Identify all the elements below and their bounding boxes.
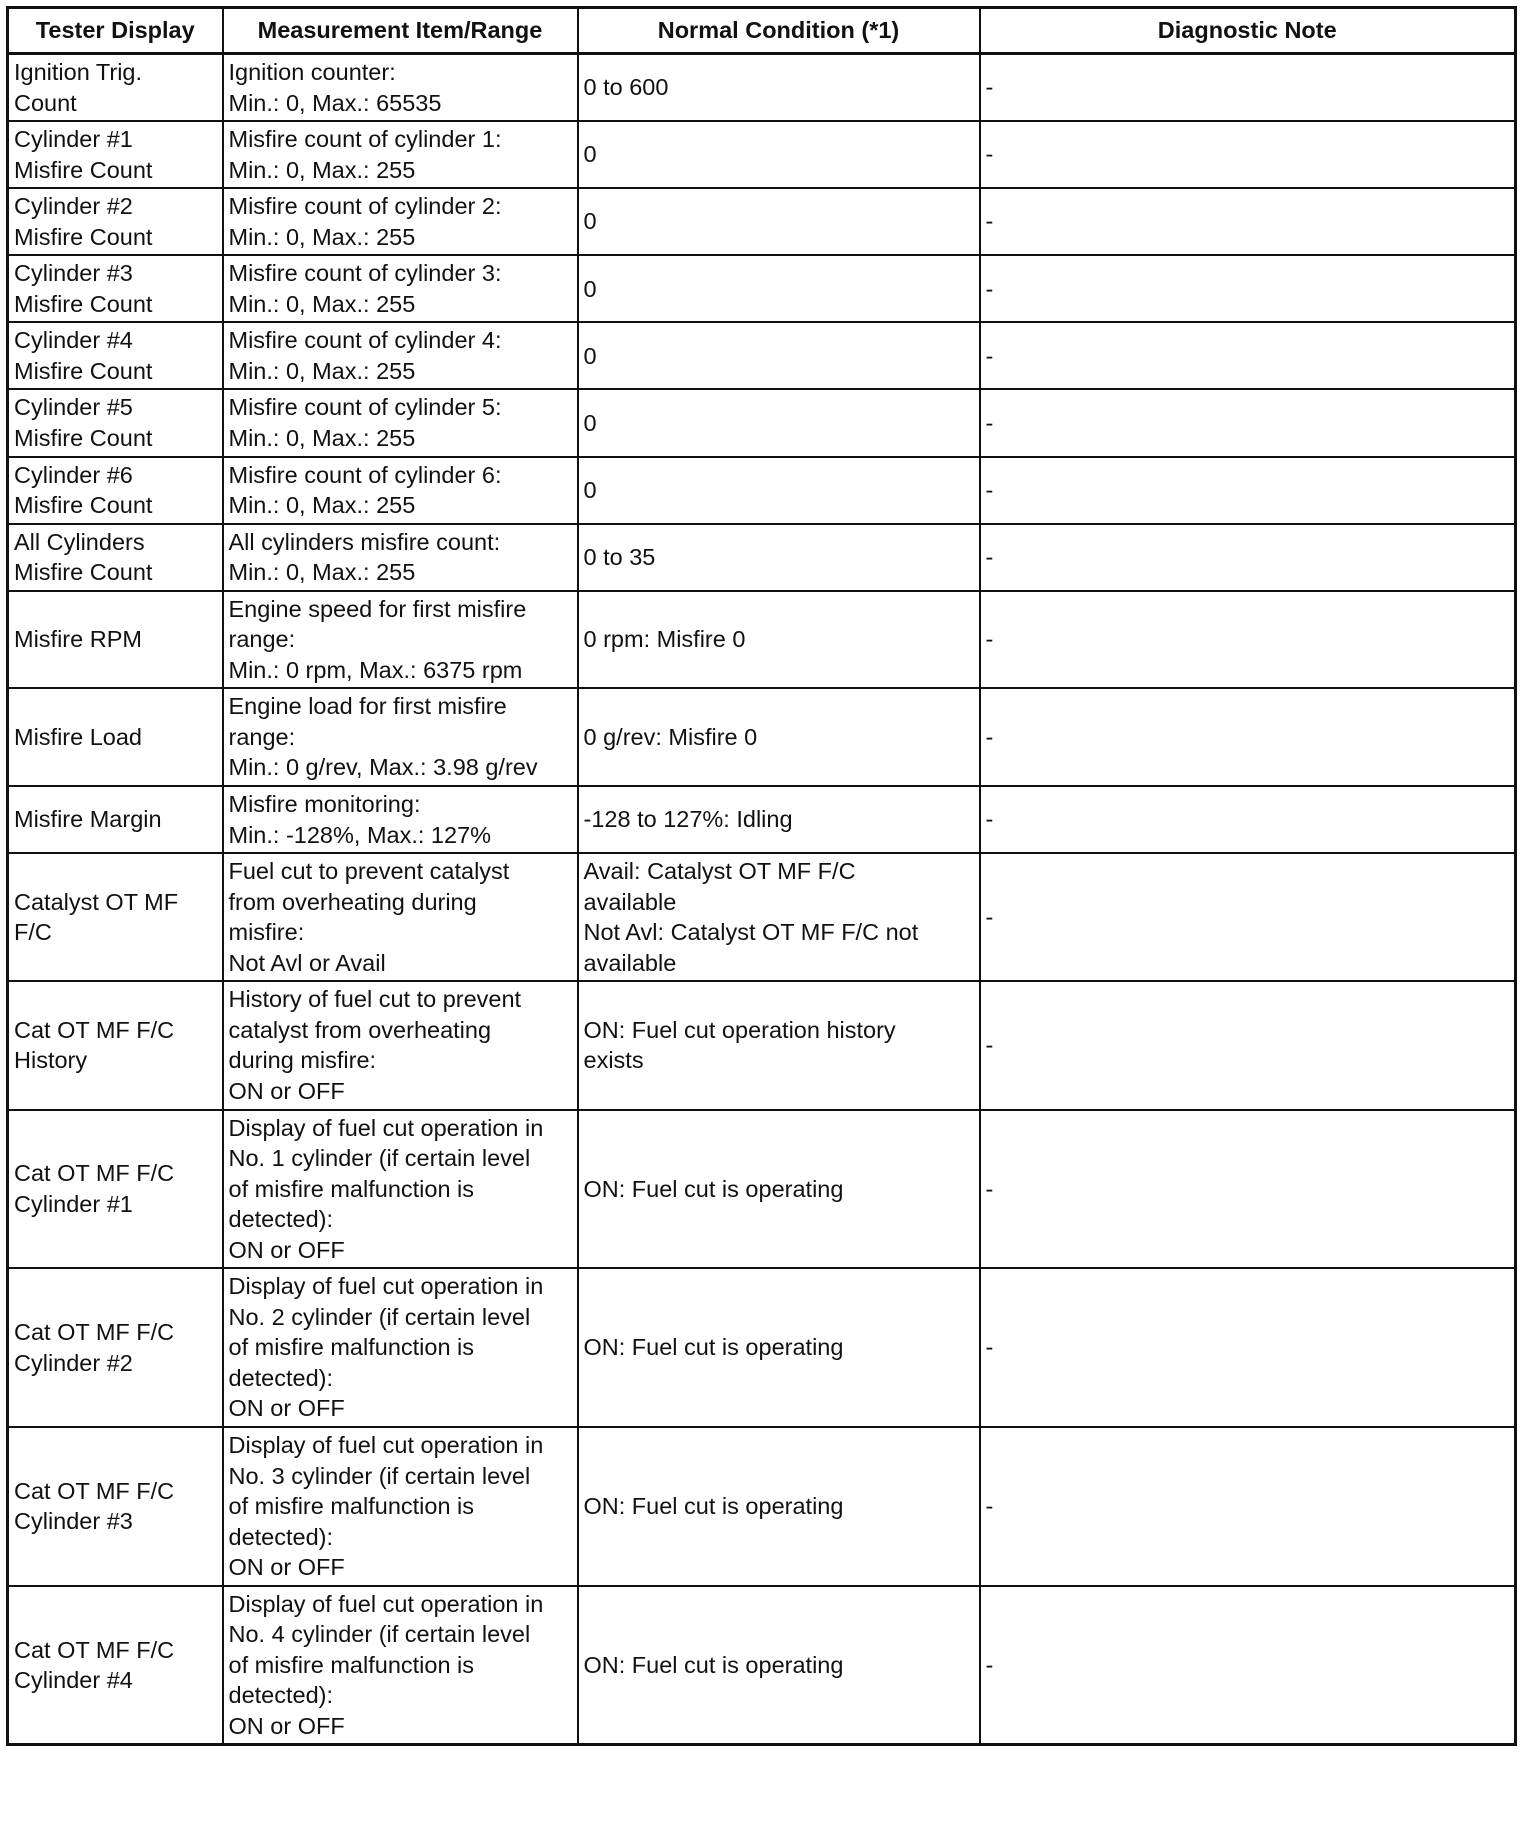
tester-display-cell: Misfire RPM: [8, 591, 223, 689]
normal-condition-cell: Avail: Catalyst OT MF F/C available Not Avl: Catalyst OT MF F/C not available: [578, 853, 980, 981]
table-row: [8, 54, 1516, 122]
diagnostic-note-cell: -: [980, 54, 1516, 122]
measurement-cell: Engine load for first misfire range: Min.: 0 g/rev, Max.: 3.98 g/rev: [223, 688, 578, 786]
measurement-cell: Misfire count of cylinder 6: Min.: 0, Max.: 255: [223, 457, 578, 524]
normal-condition-cell: 0 rpm: Misfire 0: [578, 591, 980, 689]
tester-display-cell: Cat OT MF F/C Cylinder #2: [8, 1268, 223, 1427]
normal-condition-cell: ON: Fuel cut is operating: [578, 1586, 980, 1745]
diagnostic-note-cell: -: [980, 524, 1516, 591]
measurement-cell: Misfire monitoring: Min.: -128%, Max.: 127%: [223, 786, 578, 853]
table-row: [8, 389, 1516, 456]
normal-condition-cell: 0 g/rev: Misfire 0: [578, 688, 980, 786]
table-row: [8, 121, 1516, 188]
diagnostic-note-cell: -: [980, 981, 1516, 1109]
diagnostic-note-cell: -: [980, 188, 1516, 255]
diagnostic-note-cell: -: [980, 121, 1516, 188]
normal-condition-cell: 0: [578, 121, 980, 188]
diagnostic-note-cell: -: [980, 322, 1516, 389]
measurement-cell: Display of fuel cut operation in No. 1 cylinder (if certain level of misfire malfunction is detected): ON or OFF: [223, 1110, 578, 1269]
measurement-cell: Misfire count of cylinder 3: Min.: 0, Max.: 255: [223, 255, 578, 322]
normal-condition-cell: ON: Fuel cut is operating: [578, 1268, 980, 1427]
diagnostic-note-cell: -: [980, 1110, 1516, 1269]
measurement-cell: All cylinders misfire count: Min.: 0, Max.: 255: [223, 524, 578, 591]
diagnostic-note-cell: -: [980, 1427, 1516, 1586]
diagnostic-note-cell: -: [980, 255, 1516, 322]
table-row: [8, 322, 1516, 389]
table-row: [8, 591, 1516, 689]
measurement-cell: Fuel cut to prevent catalyst from overheating during misfire: Not Avl or Avail: [223, 853, 578, 981]
tester-display-cell: Cylinder #6 Misfire Count: [8, 457, 223, 524]
header-diagnostic-note: Diagnostic Note: [980, 8, 1516, 54]
tester-display-cell: Cat OT MF F/C Cylinder #4: [8, 1586, 223, 1745]
document-page: [6, 6, 1517, 1746]
diagnostic-note-cell: -: [980, 457, 1516, 524]
header-row: [8, 8, 1516, 54]
measurement-cell: Misfire count of cylinder 4: Min.: 0, Max.: 255: [223, 322, 578, 389]
table-row: [8, 1268, 1516, 1427]
tester-display-cell: Cylinder #4 Misfire Count: [8, 322, 223, 389]
normal-condition-cell: ON: Fuel cut operation history exists: [578, 981, 980, 1109]
table-row: [8, 1110, 1516, 1269]
tester-display-cell: Cylinder #3 Misfire Count: [8, 255, 223, 322]
measurement-cell: History of fuel cut to prevent catalyst from overheating during misfire: ON or OFF: [223, 981, 578, 1109]
diagnostic-note-cell: -: [980, 688, 1516, 786]
tester-display-cell: Cylinder #5 Misfire Count: [8, 389, 223, 456]
normal-condition-cell: 0 to 600: [578, 54, 980, 122]
diagnostic-note-cell: -: [980, 853, 1516, 981]
tester-display-cell: Cat OT MF F/C Cylinder #1: [8, 1110, 223, 1269]
tester-display-cell: Misfire Margin: [8, 786, 223, 853]
diagnostic-note-cell: -: [980, 1586, 1516, 1745]
table-row: [8, 1586, 1516, 1745]
table-row: [8, 524, 1516, 591]
table-row: [8, 457, 1516, 524]
measurement-cell: Display of fuel cut operation in No. 2 cylinder (if certain level of misfire malfunction is detected): ON or OFF: [223, 1268, 578, 1427]
measurement-cell: Misfire count of cylinder 5: Min.: 0, Max.: 255: [223, 389, 578, 456]
header-measurement-item: Measurement Item/Range: [223, 8, 578, 54]
normal-condition-cell: 0: [578, 457, 980, 524]
tester-display-cell: Misfire Load: [8, 688, 223, 786]
tester-display-cell: Ignition Trig. Count: [8, 54, 223, 122]
diagnostic-note-cell: -: [980, 786, 1516, 853]
tester-display-cell: Cat OT MF F/C Cylinder #3: [8, 1427, 223, 1586]
table-row: [8, 188, 1516, 255]
table-row: [8, 786, 1516, 853]
tester-display-cell: Cylinder #1 Misfire Count: [8, 121, 223, 188]
measurement-cell: Ignition counter: Min.: 0, Max.: 65535: [223, 54, 578, 122]
normal-condition-cell: ON: Fuel cut is operating: [578, 1110, 980, 1269]
table-row: [8, 1427, 1516, 1586]
table-header: [8, 8, 1516, 54]
measurement-cell: Engine speed for first misfire range: Min.: 0 rpm, Max.: 6375 rpm: [223, 591, 578, 689]
normal-condition-cell: 0 to 35: [578, 524, 980, 591]
tester-display-cell: Cat OT MF F/C History: [8, 981, 223, 1109]
measurement-cell: Misfire count of cylinder 1: Min.: 0, Max.: 255: [223, 121, 578, 188]
normal-condition-cell: 0: [578, 322, 980, 389]
table-row: [8, 981, 1516, 1109]
table-row: [8, 255, 1516, 322]
diagnostic-note-cell: -: [980, 591, 1516, 689]
header-tester-display: Tester Display: [8, 8, 223, 54]
tester-display-cell: All Cylinders Misfire Count: [8, 524, 223, 591]
measurement-cell: Display of fuel cut operation in No. 4 cylinder (if certain level of misfire malfunction is detected): ON or OFF: [223, 1586, 578, 1745]
measurement-cell: Display of fuel cut operation in No. 3 cylinder (if certain level of misfire malfunction is detected): ON or OFF: [223, 1427, 578, 1586]
normal-condition-cell: 0: [578, 389, 980, 456]
data-list-table: [6, 6, 1517, 1746]
tester-display-cell: Cylinder #2 Misfire Count: [8, 188, 223, 255]
table-row: [8, 853, 1516, 981]
table-body: [8, 54, 1516, 1745]
measurement-cell: Misfire count of cylinder 2: Min.: 0, Max.: 255: [223, 188, 578, 255]
table-row: [8, 688, 1516, 786]
diagnostic-note-cell: -: [980, 1268, 1516, 1427]
header-normal-condition: Normal Condition (*1): [578, 8, 980, 54]
tester-display-cell: Catalyst OT MF F/C: [8, 853, 223, 981]
normal-condition-cell: 0: [578, 255, 980, 322]
normal-condition-cell: -128 to 127%: Idling: [578, 786, 980, 853]
normal-condition-cell: 0: [578, 188, 980, 255]
diagnostic-note-cell: -: [980, 389, 1516, 456]
normal-condition-cell: ON: Fuel cut is operating: [578, 1427, 980, 1586]
